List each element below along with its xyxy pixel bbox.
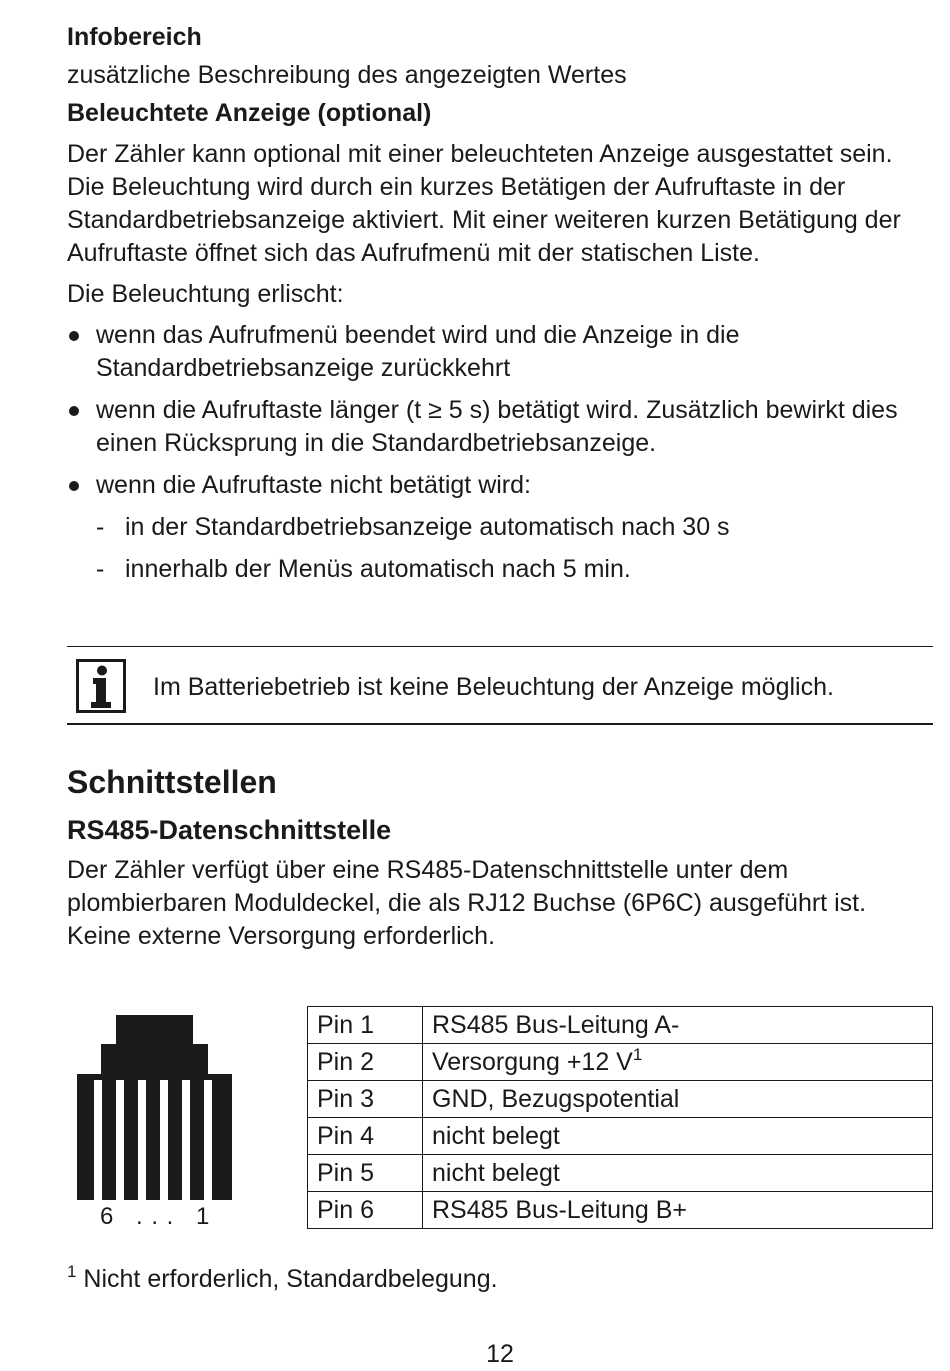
table-row [308,1192,933,1229]
pin-description: nicht belegt [432,1122,560,1150]
table-row [308,1081,933,1118]
pin-cell: Pin 4 [308,1118,423,1155]
list-item-text: wenn das Aufrufmenü beendet wird und die Anzeige in die Standardbetriebsanzeige zurückkehrt [96,321,740,382]
backlight-heading: Beleuchtete Anzeige (optional) [67,99,432,127]
connector-label-pin1: 1 [196,1203,210,1230]
pin-cell: Pin 5 [308,1155,423,1192]
pin-description: nicht belegt [432,1159,560,1187]
footnote-marker: 1 [67,1262,77,1281]
rj12-connector-diagram [74,1012,234,1202]
pin-description-cell [423,1155,933,1192]
bullet-dot [69,481,79,491]
table-row [308,1044,933,1081]
table-row [308,1155,933,1192]
sub-list-item-text: innerhalb der Menüs automatisch nach 5 min. [125,555,631,583]
note-text: Im Batteriebetrieb ist keine Beleuchtung der Anzeige möglich. [153,673,834,701]
bullet-dot [69,406,79,416]
interfaces-paragraph: Der Zähler verfügt über eine RS485-Datenschnittstelle unter dem plombierbaren Moduldeckel, die als RJ12 Buchse (6P6C) ausgeführt ist. Keine externe Versorgung erforderlich. [67,856,867,950]
list-item-text: wenn die Aufruftaste nicht betätigt wird: [96,471,531,499]
backlight-off-intro: Die Beleuchtung erlischt: [67,280,344,308]
subsection-title: RS485-Datenschnittstelle [67,815,392,845]
info-note [67,646,933,725]
footnote-text: Nicht erforderlich, Standardbelegung. [83,1265,498,1293]
interfaces-section [67,762,933,953]
pin-cell: Pin 2 [308,1044,423,1081]
pin-cell: Pin 1 [308,1007,423,1044]
list-item-text: wenn die Aufruftaste länger (t ≥ 5 s) betätigt wird. Zusätzlich bewirkt dies einen Rücksprung in die Standardbetriebsanzeige. [96,396,898,457]
table-row [308,1118,933,1155]
dash-marker: - [96,513,105,541]
pin-description-cell [423,1007,933,1044]
footnote-marker: 1 [632,1045,643,1064]
sub-list [96,511,933,586]
list-item [67,469,933,586]
backlight-off-list [67,319,933,586]
list-item [67,394,933,460]
sub-list-item [96,511,933,544]
pin-assignment-table [307,1006,933,1229]
pin-description: GND, Bezugspotential [432,1085,680,1113]
footnote [67,1263,498,1296]
pin-description: RS485 Bus-Leitung B+ [432,1196,688,1224]
info-area-heading: Infobereich [67,23,202,51]
pin-cell: Pin 3 [308,1081,423,1118]
page-number: 12 [486,1340,514,1368]
dash-marker: - [96,555,105,583]
pin-description: RS485 Bus-Leitung A- [432,1011,680,1039]
connector-label-dots: . . . [136,1203,175,1230]
pin-description-cell [423,1192,933,1229]
pin-description: Versorgung +12 V [432,1048,633,1076]
page-content [67,18,933,595]
sub-list-item [96,553,933,586]
bullet-dot [69,331,79,341]
backlight-paragraph: Der Zähler kann optional mit einer beleuchteten Anzeige ausgestattet sein. Die Beleuchtung wird durch ein kurzes Betätigen der Aufruftaste in der Standardbetriebsanzeige aktiviert. Mit einer weiteren kurzen Betätigung der Aufruftaste öffnet sich das Aufrufmenü mit der statischen Liste. [67,140,901,267]
connector-label-pin6: 6 [100,1203,114,1230]
pin-cell: Pin 6 [308,1192,423,1229]
info-icon [76,659,126,713]
info-area-description: zusätzliche Beschreibung des angezeigten Wertes [67,61,627,89]
pin-description-cell [423,1118,933,1155]
section-title: Schnittstellen [67,764,277,800]
sub-list-item-text: in der Standardbetriebsanzeige automatisch nach 30 s [125,513,730,541]
pin-description-cell [423,1044,933,1081]
pin-description-cell [423,1081,933,1118]
list-item [67,319,933,385]
table-row [308,1007,933,1044]
